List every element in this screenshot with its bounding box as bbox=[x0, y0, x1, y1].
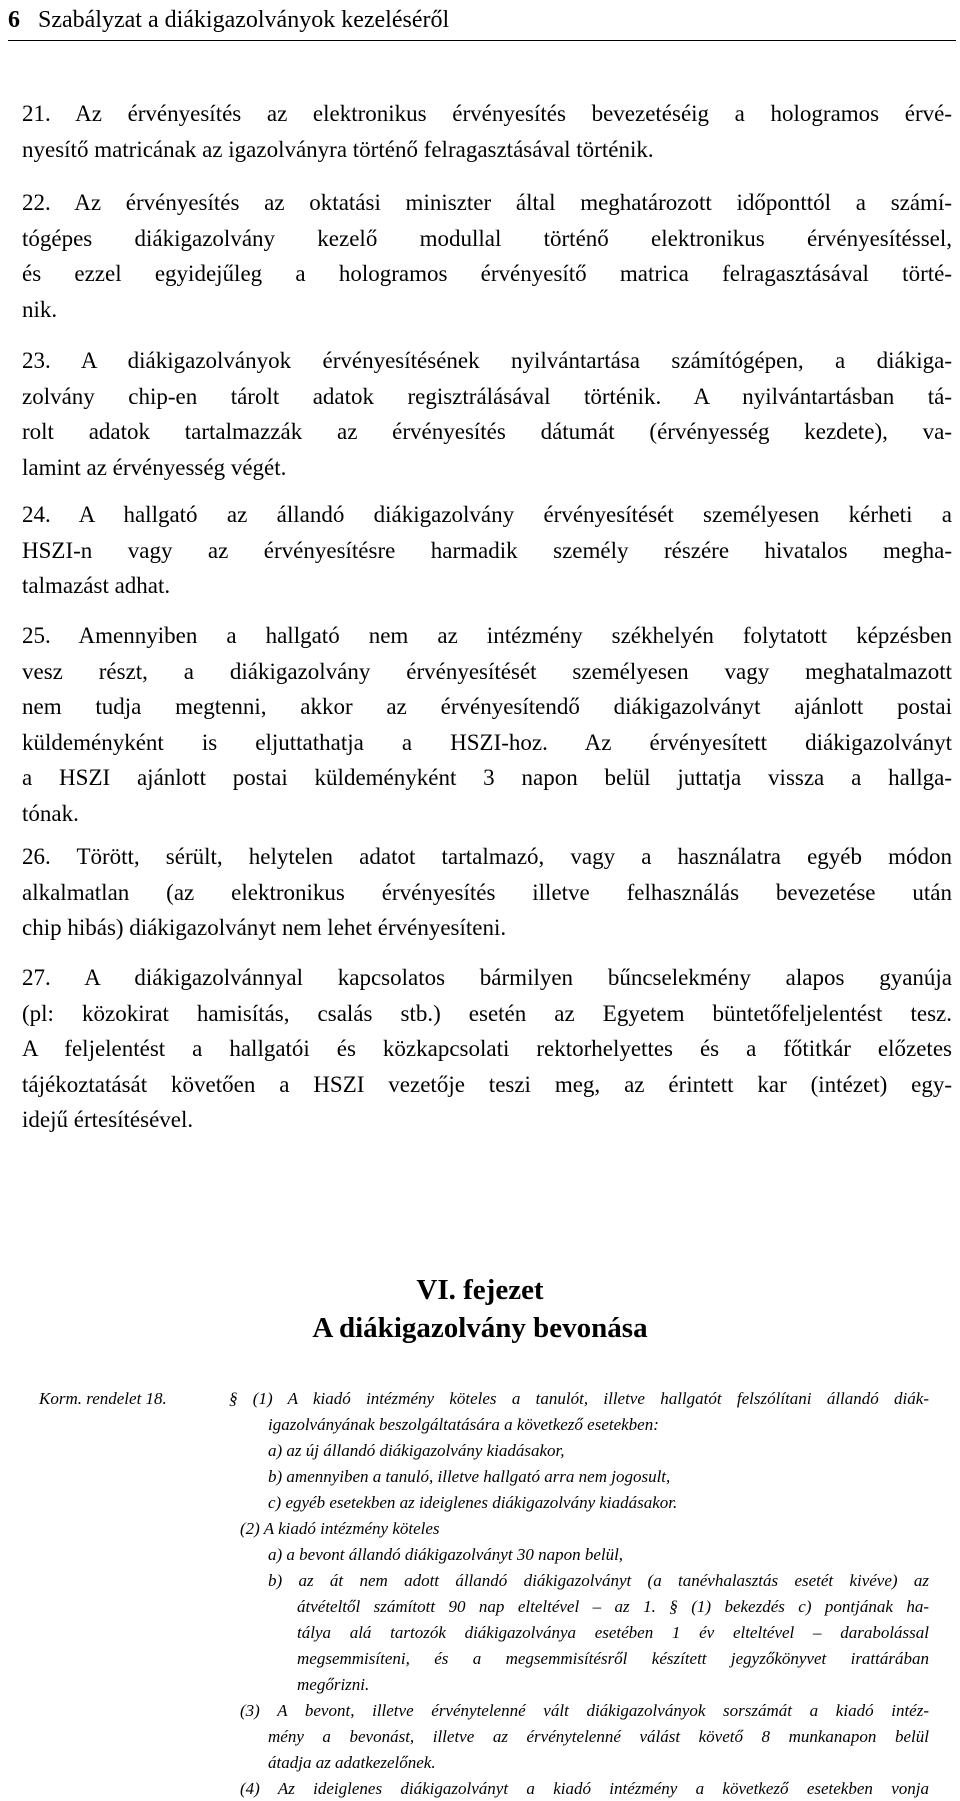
text-line: 27. A diákigazolvánnyal kapcsolatos bármilyen bűncselekmény alapos gyanúja bbox=[22, 965, 952, 990]
text-line: (pl: közokirat hamisítás, csalás stb.) esetén az Egyetem büntetőfeljelentést tesz. bbox=[22, 1000, 952, 1026]
text-line: HSZI-n vagy az érvényesítésre harmadik személy részére hivatalos megha- bbox=[22, 537, 952, 563]
page-header bbox=[8, 0, 956, 41]
law-line: átadja az adatkezelőnek. bbox=[268, 1753, 436, 1772]
law-reference: Korm. rendelet 18. bbox=[39, 1389, 167, 1408]
text-line: nyesítő matricának az igazolványra történő felragasztásával történik. bbox=[22, 136, 654, 162]
text-line: talmazást adhat. bbox=[22, 573, 171, 598]
text-line: 21. Az érvényesítés az elektronikus érvényesítés bevezetéséig a hologramos érvé- bbox=[22, 101, 952, 126]
law-line: (2) A kiadó intézmény köteles bbox=[240, 1519, 440, 1538]
paragraph-27 bbox=[22, 960, 952, 1138]
paragraph-22 bbox=[22, 185, 952, 327]
law-line: a) a bevont állandó diákigazolványt 30 napon belül, bbox=[268, 1545, 624, 1564]
page-number: 6 bbox=[8, 6, 20, 33]
text-line: A feljelentést a hallgatói és közkapcsolati rektorhelyettes és a főtitkár előzetes bbox=[22, 1036, 952, 1061]
law-line: b) amennyiben a tanuló, illetve hallgató arra nem jogosult, bbox=[268, 1467, 671, 1486]
text-line: és ezzel egyidejűleg a hologramos érvényesítő matrica felragasztásával törté- bbox=[22, 261, 952, 286]
text-line: tónak. bbox=[22, 800, 79, 826]
chapter-title: A diákigazolvány bevonása bbox=[312, 1312, 648, 1344]
text-line: alkalmatlan (az elektronikus érvényesítés illetve felhasználás bevezetése után bbox=[22, 879, 952, 905]
law-line: tálya alá tartozók diákigazolványa esetében 1 év elteltével – darabolással bbox=[297, 1623, 929, 1642]
text-line: vesz részt, a diákigazolvány érvényesítését személyesen vagy meghatalmazott bbox=[22, 658, 952, 684]
law-line: megsemmisíteni, és a megsemmisítésről készített jegyzőkönyvet irattárában bbox=[297, 1649, 929, 1668]
law-line: (4) Az ideiglenes diákigazolványt a kiadó intézmény a következő esetekben vonja bbox=[240, 1779, 929, 1798]
paragraph-26 bbox=[22, 839, 952, 946]
paragraph-21 bbox=[22, 96, 952, 167]
chapter-heading bbox=[0, 1271, 960, 1347]
text-line: 25. Amennyiben a hallgató nem az intézmény székhelyén folytatott képzésben bbox=[22, 623, 952, 648]
paragraph-24 bbox=[22, 497, 952, 604]
text-line: 24. A hallgató az állandó diákigazolvány érvényesítését személyesen kérheti a bbox=[22, 502, 952, 527]
law-line: § (1) A kiadó intézmény köteles a tanulót, illetve hallgatót felszólítani állandó diák- bbox=[229, 1389, 929, 1408]
paragraph-25 bbox=[22, 618, 952, 831]
paragraph-23 bbox=[22, 343, 952, 485]
text-line: a HSZI ajánlott postai küldeményként 3 napon belül juttatja vissza a hallga- bbox=[22, 765, 952, 790]
text-line: tájékoztatását követően a HSZI vezetője teszi meg, az érintett kar (intézet) egy- bbox=[22, 1071, 952, 1097]
text-line: 22. Az érvényesítés az oktatási miniszter által meghatározott időponttól a számí- bbox=[22, 190, 952, 215]
law-line: igazolványának beszolgáltatására a következő esetekben: bbox=[268, 1415, 659, 1434]
chapter-number: VI. fejezet bbox=[416, 1274, 544, 1306]
text-line: chip hibás) diákigazolványt nem lehet érvényesíteni. bbox=[22, 915, 507, 940]
text-line: nem tudja megtenni, akkor az érvényesítendő diákigazolványt ajánlott postai bbox=[22, 694, 952, 719]
law-line: c) egyéb esetekben az ideiglenes diákigazolvány kiadásakor. bbox=[268, 1493, 678, 1512]
text-line: zolvány chip-en tárolt adatok regisztrálásával történik. A nyilvántartásban tá- bbox=[22, 383, 952, 409]
text-line: nik. bbox=[22, 296, 58, 322]
text-line: küldeményként is eljuttathatja a HSZI-hoz. Az érvényesített diákigazolványt bbox=[22, 729, 952, 755]
law-line: (3) A bevont, illetve érvénytelenné vált diákigazolványok sorszámát a kiadó intéz- bbox=[240, 1701, 929, 1720]
text-line: 23. A diákigazolványok érvényesítésének nyilvántartása számítógépen, a diákiga- bbox=[22, 348, 952, 373]
law-line: megőrizni. bbox=[297, 1675, 370, 1694]
text-line: rolt adatok tartalmazzák az érvényesítés dátumát (érvényesség kezdete), va- bbox=[22, 419, 952, 444]
law-line: átvételtől számított 90 nap elteltével – az 1. § (1) bekezdés c) pontjának ha- bbox=[297, 1597, 929, 1616]
law-excerpt bbox=[0, 1387, 960, 1797]
law-line: a) az új állandó diákigazolvány kiadásakor, bbox=[268, 1441, 565, 1460]
law-line: mény a bevonást, illetve az érvénytelenné válást követő 8 munkanapon belül bbox=[268, 1727, 929, 1746]
text-line: 26. Törött, sérült, helytelen adatot tartalmazó, vagy a használatra egyéb módon bbox=[22, 844, 952, 869]
text-line: idejű értesítésével. bbox=[22, 1107, 194, 1132]
law-line: b) az át nem adott állandó diákigazolványt (a tanévhalasztás esetét kivéve) az bbox=[268, 1571, 929, 1590]
text-line: lamint az érvényesség végét. bbox=[22, 454, 287, 480]
text-line: tógépes diákigazolvány kezelő modullal történő elektronikus érvényesítéssel, bbox=[22, 225, 952, 251]
document-title: Szabályzat a diákigazolványok kezeléséről bbox=[38, 6, 450, 33]
